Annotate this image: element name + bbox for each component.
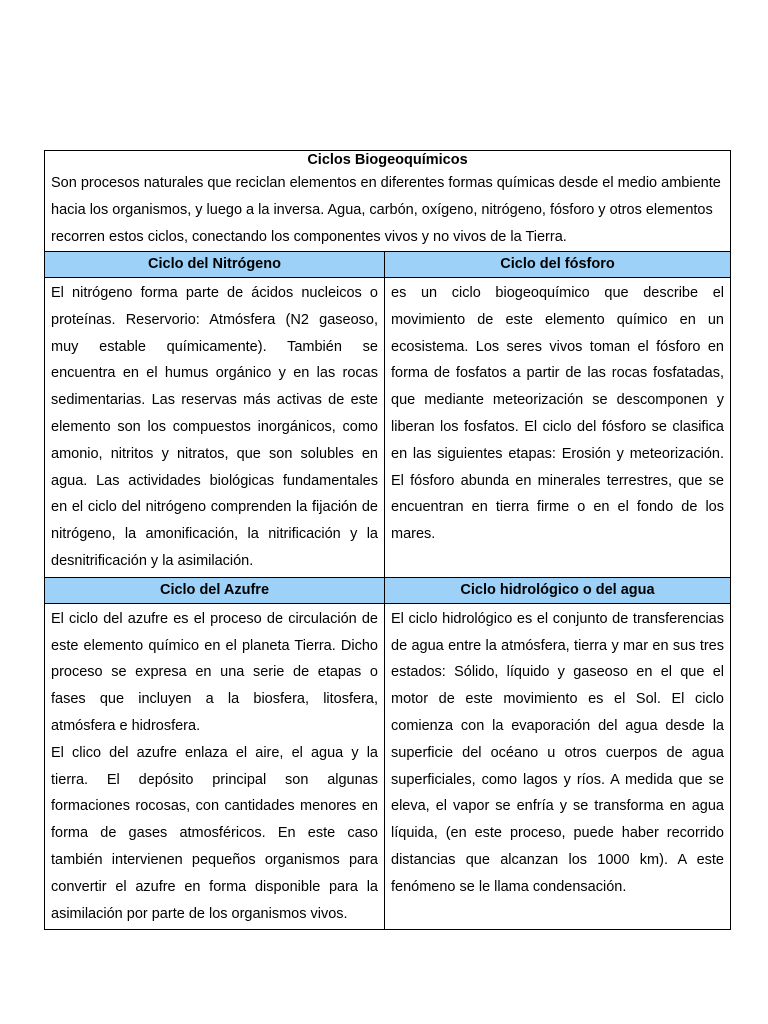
intro-cell (45, 151, 731, 252)
heading-azufre: Ciclo del Azufre (45, 577, 385, 603)
header-row-1 (45, 252, 731, 278)
biogeochemical-cycles-table (44, 150, 731, 930)
nitrogeno-cell (45, 278, 385, 578)
agua-paragraph: El ciclo hidrológico es el conjunto de transferencias de agua entre la atmósfera, tierra y mar en sus tres estados: Sólido, líquido y gaseoso en el que el motor de este movimiento es el Sol. El ciclo comienza con la evaporación del agua desde la superficie del océano u otros cuerpos de agua superficiales, como lagos y ríos. A medida que se eleva, el vapor se enfría y se transforma en agua líquida, (en este proceso, puede haber recorrido distancias que alcanzan los 1000 km). A este fenómeno se le llama condensación. (391, 610, 724, 895)
table-title-row (45, 151, 731, 252)
agua-cell (385, 603, 731, 930)
azufre-paragraph-1: El ciclo del azufre es el proceso de circulación de este elemento químico en el planeta Tierra. Dicho proceso se expresa en una serie de etapas o fases que incluyen a la biosfera, litosfera, atmósfera e hidrosfera. (51, 610, 378, 734)
azufre-paragraph-2: El clico del azufre enlaza el aire, el agua y la tierra. El depósito principal son algunas formaciones rocosas, con cantidades menores en forma de gases atmosféricos. En este caso también intervienen pequeños organismos para convertir el azufre en forma disponible para la asimilación por parte de los organismos vivos. (51, 744, 378, 922)
heading-fosforo: Ciclo del fósforo (385, 252, 731, 278)
intro-paragraph: Son procesos naturales que reciclan elementos en diferentes formas químicas desde el medio ambiente hacia los organismos, y luego a la inversa. Agua, carbón, oxígeno, nitrógeno, fósforo y otros elementos recorren estos ciclos, conectando los componentes vivos y no vivos de la Tierra. (51, 175, 721, 245)
document-title: Ciclos Biogeoquímicos (307, 152, 468, 168)
heading-nitrogeno: Ciclo del Nitrógeno (45, 252, 385, 278)
nitrogeno-paragraph: El nitrógeno forma parte de ácidos nucleicos o proteínas. Reservorio: Atmósfera (N2 gaseoso, muy estable químicamente). También se encuentra en el humus orgánico y en las rocas sedimentarias. Las reservas más activas de este elemento son los compuestos inorgánicos, como amonio, nitritos y nitratos, que son solubles en agua. Las actividades biológicas fundamentales en el ciclo del nitrógeno comprenden la fijación de nitrógeno, la amonificación, la nitrificación y la desnitrificación y la asimilación. (51, 285, 378, 569)
header-row-2 (45, 577, 731, 603)
azufre-cell (45, 603, 385, 930)
heading-agua: Ciclo hidrológico o del agua (385, 577, 731, 603)
fosforo-paragraph: es un ciclo biogeoquímico que describe el movimiento de este elemento químico en un ecosistema. Los seres vivos toman el fósforo en forma de fosfatos a partir de las rocas fosfatadas, que mediante meteorización se descomponen y liberan los fosfatos. El ciclo del fósforo se clasifica en las siguientes etapas: Erosión y meteorización. El fósforo abunda en minerales terrestres, que se encuentran en tierra firme o en el fondo de los mares. (391, 285, 724, 543)
content-row-2 (45, 603, 731, 930)
content-row-1 (45, 278, 731, 578)
fosforo-cell (385, 278, 731, 578)
